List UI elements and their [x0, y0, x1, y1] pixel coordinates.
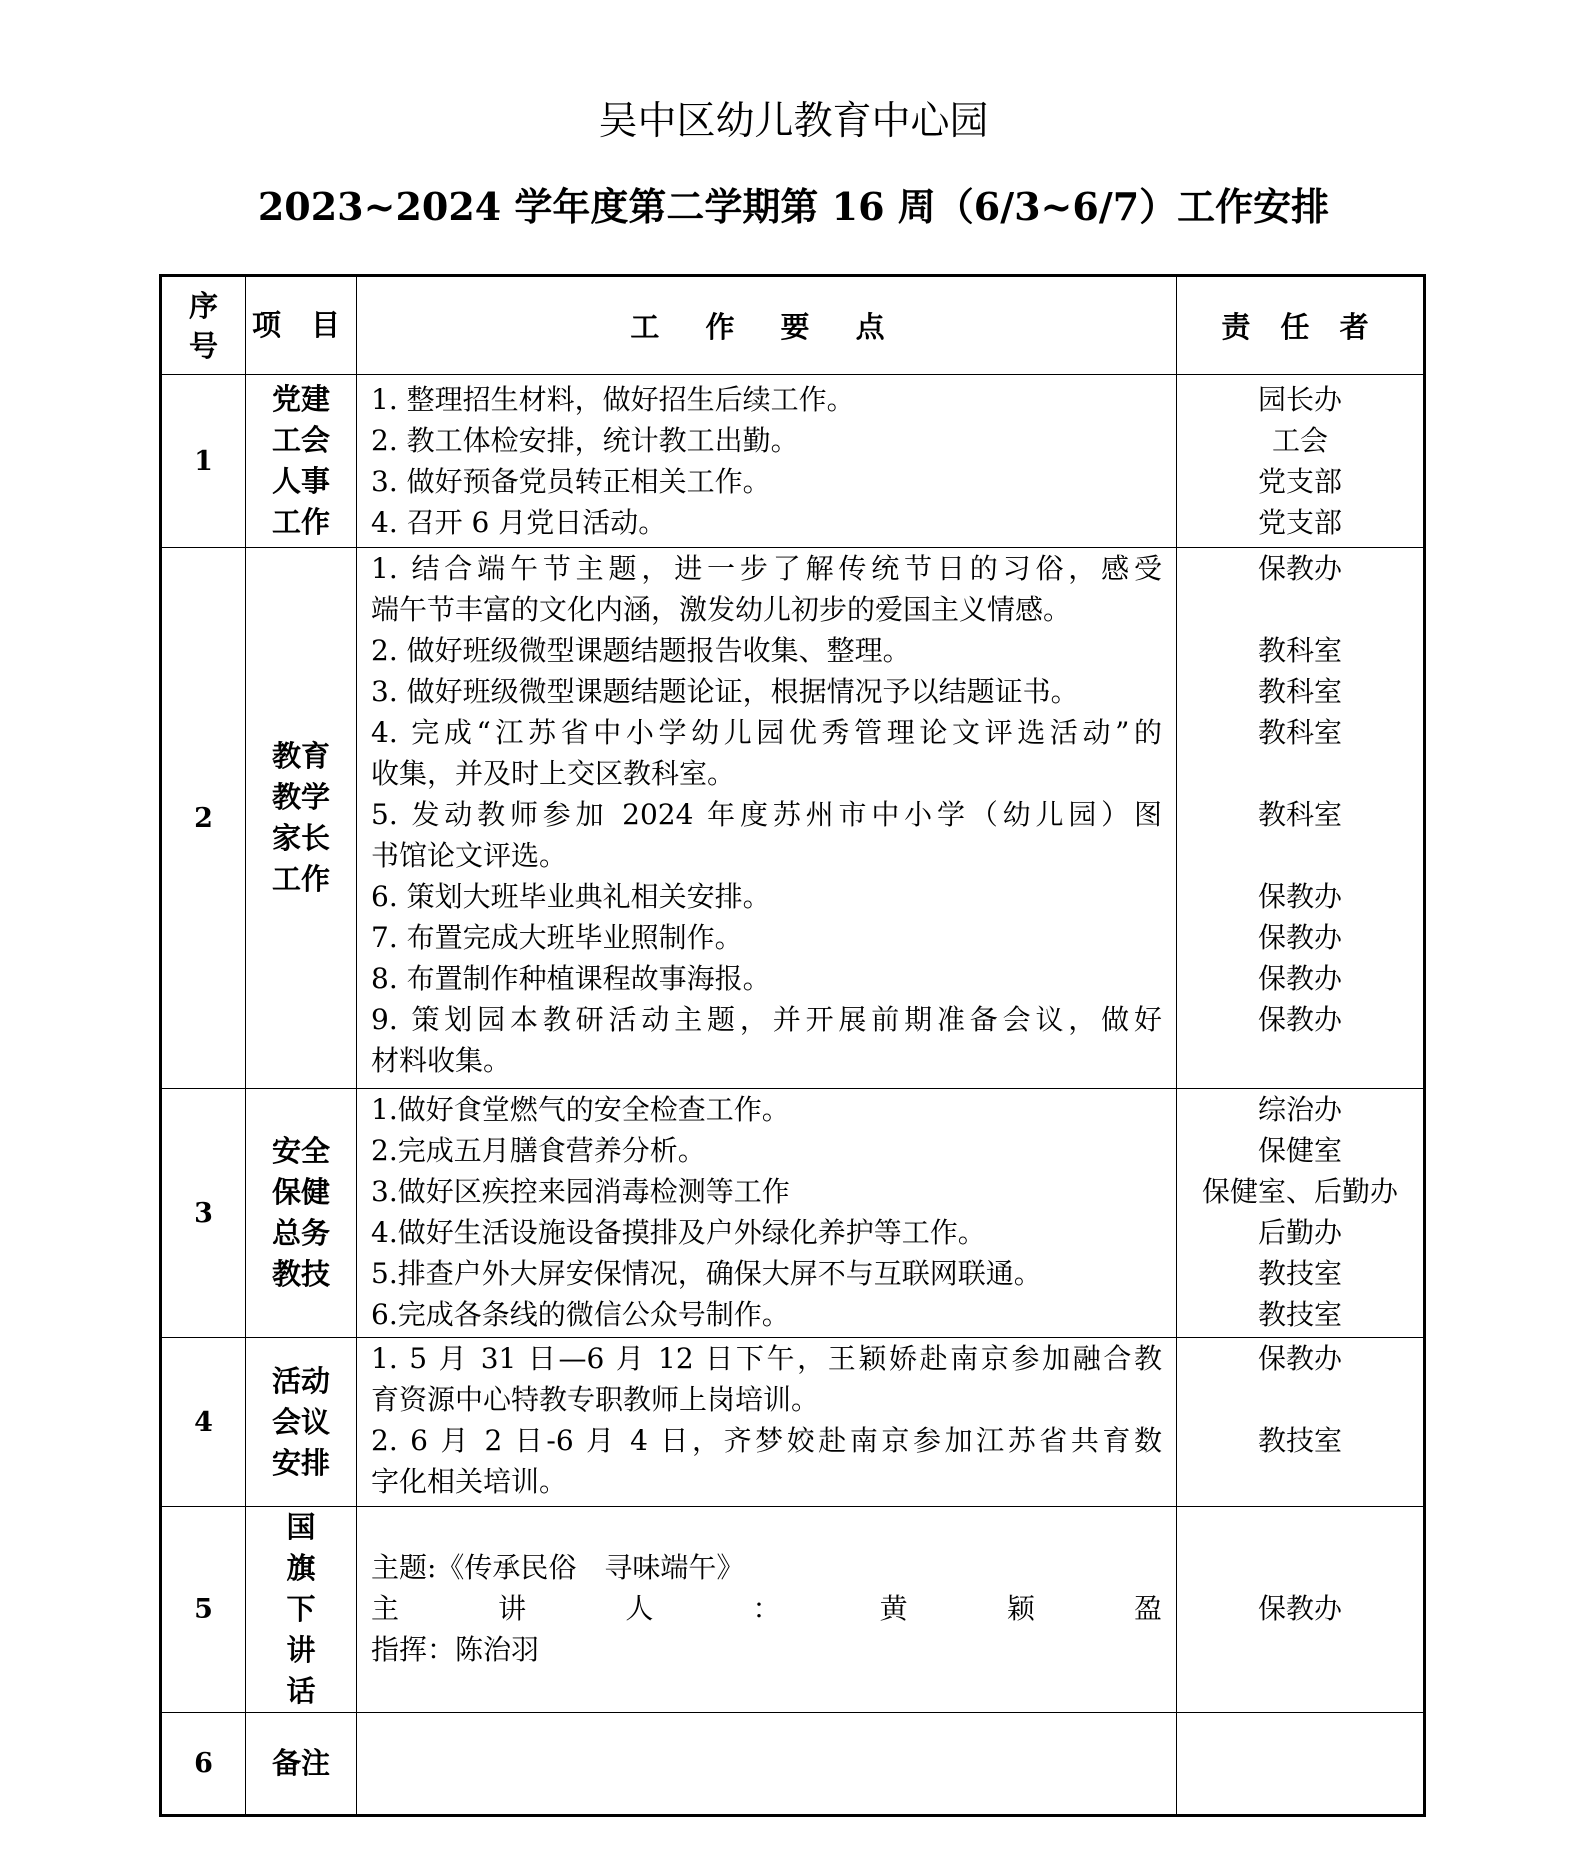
table-row: [161, 1507, 1425, 1713]
row-work-cell: [357, 1507, 1177, 1713]
table-row: [161, 1338, 1425, 1507]
responsible-line: 保健室: [1257, 1134, 1342, 1167]
row-resp-lines: [1177, 1547, 1423, 1673]
page-subtitle: 2023~2024 学年度第二学期第 16 周（6/3~6/7）工作安排: [257, 184, 1330, 229]
row-work-cell: [357, 1089, 1177, 1338]
row-seq: 1: [161, 375, 246, 548]
work-line: 1.做好食堂燃气的安全检查工作。: [371, 1093, 790, 1126]
row-resp-cell: [1177, 375, 1425, 548]
row-seq: 2: [161, 548, 246, 1089]
header-seq-cell: [161, 276, 246, 375]
work-line: 2. 6 月 2 日-6 月 4 日，齐梦姣赴南京参加江苏省共育数: [371, 1424, 1162, 1457]
work-line: 2. 做好班级微型课题结题报告收集、整理。: [371, 634, 911, 667]
responsible-line: 综治办: [1257, 1093, 1342, 1126]
responsible-line: 教科室: [1257, 634, 1342, 667]
work-line: 材料收集。: [371, 1044, 512, 1077]
header-responsible: 责 任 者: [1221, 310, 1379, 344]
work-line: 育资源中心特教专职教师上岗培训。: [371, 1383, 820, 1416]
work-line: 4.做好生活设施设备摸排及户外绿化养护等工作。: [371, 1216, 986, 1249]
schedule-table: [159, 274, 1426, 1817]
work-line: 8. 布置制作种植课程故事海报。: [371, 962, 771, 995]
responsible-line: 保教办: [1257, 1342, 1342, 1375]
header-project-cell: [246, 276, 357, 375]
responsible-line: 保教办: [1257, 921, 1342, 954]
header-project: 项 目: [251, 308, 351, 342]
work-line: 1. 5 月 31 日—6 月 12 日下午，王颖娇赴南京参加融合教: [371, 1342, 1162, 1375]
row-project-label: 安全保健总务教技: [271, 1134, 330, 1291]
row-project: [246, 548, 357, 1089]
row-work-lines: [357, 548, 1176, 1088]
work-line: 4. 召开 6 月党日活动。: [371, 506, 667, 539]
responsible-line: 工会: [1271, 424, 1328, 457]
table-row: [161, 1089, 1425, 1338]
work-line: 2.完成五月膳食营养分析。: [371, 1134, 706, 1167]
responsible-line: 教科室: [1257, 798, 1342, 831]
row-work-cell: [357, 548, 1177, 1089]
responsible-line: 教科室: [1257, 716, 1342, 749]
row-work-cell: [357, 1338, 1177, 1507]
table-row: [161, 548, 1425, 1089]
work-line: 6.完成各条线的微信公众号制作。: [371, 1298, 790, 1331]
work-line: 1. 整理招生材料，做好招生后续工作。: [371, 383, 855, 416]
row-resp-lines: [1177, 548, 1423, 1088]
responsible-line: 保教办: [1257, 880, 1342, 913]
row-seq: 5: [161, 1507, 246, 1713]
table-row: [161, 1713, 1425, 1816]
row-resp-lines: [1177, 375, 1423, 547]
row-resp-cell: [1177, 1338, 1425, 1507]
row-resp-cell: [1177, 548, 1425, 1089]
responsible-line: 保教办: [1257, 552, 1342, 585]
header-seq: 序号: [188, 288, 218, 363]
row-project-label: 活动会议安排: [271, 1363, 330, 1480]
page-title: 吴中区幼儿教育中心园: [598, 99, 989, 144]
table-header-row: [161, 276, 1425, 375]
row-work-lines: [357, 375, 1176, 547]
header-resp-cell: [1177, 276, 1425, 375]
responsible-line: 保健室、后勤办: [1201, 1175, 1398, 1208]
header-work-cell: [357, 276, 1177, 375]
table-row: [161, 375, 1425, 548]
row-project: [246, 1089, 357, 1338]
row-work-lines: [357, 1547, 1176, 1673]
row-project-label: 党建工会人事工作: [271, 382, 330, 539]
row-resp-lines: [1177, 1338, 1423, 1506]
row-project: [246, 1338, 357, 1507]
row-work-lines: [357, 1338, 1176, 1506]
row-resp-lines: [1177, 1713, 1423, 1814]
row-project: [246, 1713, 357, 1816]
responsible-line: 教科室: [1257, 675, 1342, 708]
row-project-label: 教育教学家长工作: [271, 739, 330, 896]
work-line: 端午节丰富的文化内涵，激发幼儿初步的爱国主义情感。: [371, 593, 1072, 626]
work-line: 7. 布置完成大班毕业照制作。: [371, 921, 743, 954]
responsible-line: 教技室: [1257, 1424, 1342, 1457]
header-work: 工 作 要 点: [630, 310, 903, 344]
work-line: 字化相关培训。: [371, 1465, 568, 1498]
row-work-lines: [357, 1089, 1176, 1337]
row-project-label: 备注: [271, 1746, 330, 1780]
row-resp-cell: [1177, 1713, 1425, 1816]
responsible-line: 保教办: [1257, 1591, 1342, 1625]
work-line: 9. 策划园本教研活动主题，并开展前期准备会议，做好: [371, 1003, 1162, 1036]
work-line: 指挥：陈治羽: [371, 1632, 540, 1666]
responsible-line: 保教办: [1257, 962, 1342, 995]
row-seq: 4: [161, 1338, 246, 1507]
responsible-line: 后勤办: [1257, 1216, 1342, 1249]
responsible-line: 党支部: [1257, 465, 1342, 498]
work-line: 4. 完成“江苏省中小学幼儿园优秀管理论文评选活动”的: [371, 716, 1162, 749]
work-line: 5. 发动教师参加 2024 年度苏州市中小学（幼儿园）图: [371, 798, 1162, 831]
row-seq: 6: [161, 1713, 246, 1816]
work-line: 收集，并及时上交区教科室。: [371, 757, 736, 790]
row-project-label: 国旗下讲话: [286, 1510, 316, 1708]
work-line: 6. 策划大班毕业典礼相关安排。: [371, 880, 771, 913]
responsible-line: 园长办: [1257, 383, 1342, 416]
responsible-line: 保教办: [1257, 1003, 1342, 1036]
responsible-line: 教技室: [1257, 1298, 1342, 1331]
work-line: 3.做好区疾控来园消毒检测等工作: [371, 1175, 790, 1208]
work-line: 主题:《传承民俗 寻味端午》: [371, 1550, 745, 1584]
work-line: 1. 结合端午节主题，进一步了解传统节日的习俗，感受: [371, 552, 1162, 585]
row-resp-cell: [1177, 1089, 1425, 1338]
work-line: 5.排查户外大屏安保情况，确保大屏不与互联网联通。: [371, 1257, 1042, 1290]
row-project: [246, 375, 357, 548]
responsible-line: 教技室: [1257, 1257, 1342, 1290]
work-line: 3. 做好预备党员转正相关工作。: [371, 465, 771, 498]
row-work-cell: [357, 375, 1177, 548]
row-seq: 3: [161, 1089, 246, 1338]
work-line: 主讲人：黄颖盈: [371, 1591, 1162, 1625]
row-work-lines: [357, 1713, 1176, 1814]
row-work-cell: [357, 1713, 1177, 1816]
row-resp-lines: [1177, 1089, 1423, 1337]
work-line: 书馆论文评选。: [371, 839, 568, 872]
responsible-line: 党支部: [1257, 506, 1342, 539]
row-resp-cell: [1177, 1507, 1425, 1713]
row-project: [246, 1507, 357, 1713]
work-line: 3. 做好班级微型课题结题论证，根据情况予以结题证书。: [371, 675, 1079, 708]
work-line: 2. 教工体检安排，统计教工出勤。: [371, 424, 799, 457]
